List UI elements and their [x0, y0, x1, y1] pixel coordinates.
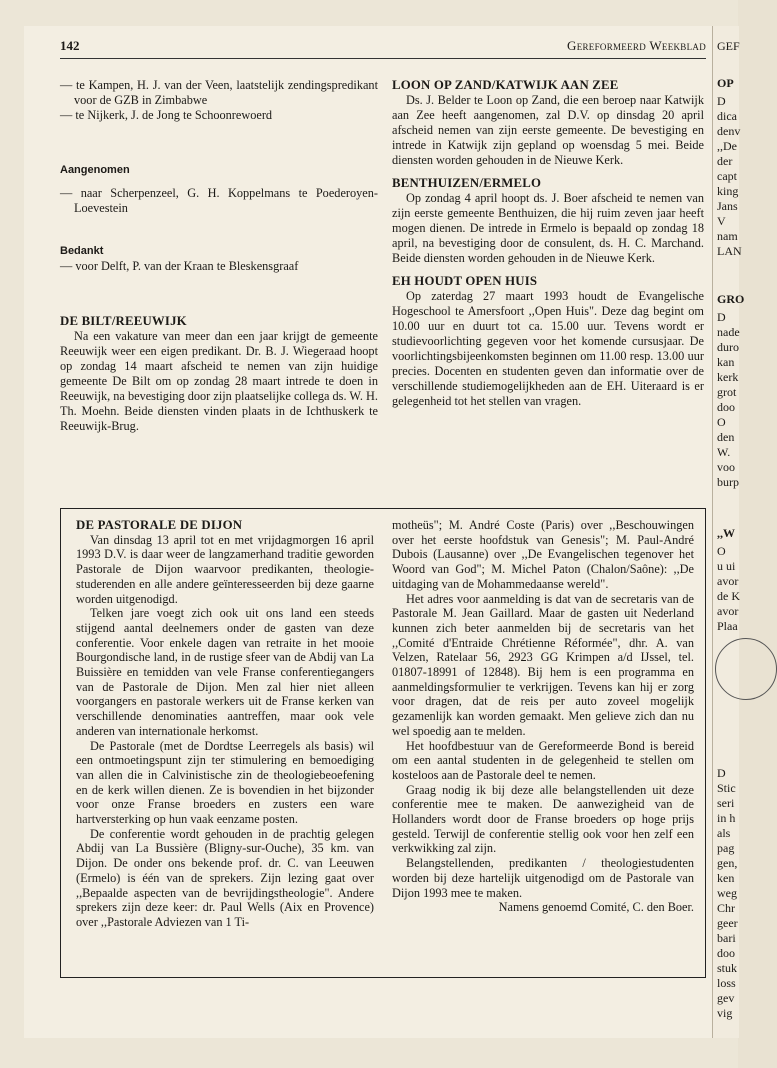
edge-text: in h: [717, 811, 736, 825]
edge-text: denv: [717, 124, 741, 138]
edge-text: bari: [717, 931, 736, 945]
edge-text: voo: [717, 460, 735, 474]
box-paragraph: Van dinsdag 13 april tot en met vrijdagmorgen 16 april 1993 D.V. is daar weer de langzamerhand traditie geworden Pastorale de Dijon waarvoor predikanten, theologie-studerenden en alle andere geïnteresseerden bij deze gaarne worden uitgenodigd.: [76, 532, 374, 606]
edge-text: doo: [717, 400, 735, 414]
edge-text: V: [717, 214, 726, 228]
edge-text: weg: [717, 886, 737, 900]
edge-text: avor: [717, 604, 739, 618]
box-paragraph: Het adres voor aanmelding is dat van de secretaris van de Pastorale M. Jean Gaillard. Maar de gasten uit Nederland kunnen zich beter aanmelden bij de secretaris van het ,,Comité d'Entraide Chrétienne Réformée", dhr. A. van Velzen, Ratelaar 56, 2923 GG Krimpen a/d IJssel, tel. 01807-18991 of 12848). Bij hem is een programma en aanmeldingsformulier te verkrijgen. Tevens kan hij er zorg voor dragen, dat de reis per auto zoveel mogelijk gezamenlijk kan worden gemaakt. Men gelieve zich dan nu wel spoedig aan te melden.: [392, 591, 694, 738]
edge-text: doo: [717, 946, 735, 960]
edge-text: Plaa: [717, 619, 738, 633]
box-paragraph: motheüs"; M. André Coste (Paris) over ,,Beschouwingen over het eerste hoofdstuk van Genesis"; M. Paul-André Dubois (Lausanne) over ,,De Evangelischen tegenover het Woord van God"; M. Michel Paton (Chalon/Saône): ,,De uitdaging van de Mohammedaanse wereld".: [392, 518, 694, 591]
edge-text: D: [717, 766, 726, 780]
edge-text: D: [717, 310, 726, 324]
edge-text: O: [717, 544, 726, 558]
edge-text: ,,De: [717, 139, 737, 153]
running-title: Gereformeerd Weekblad: [567, 38, 706, 53]
edge-text: nam: [717, 229, 738, 243]
section-heading-aangenomen: Aangenomen: [60, 164, 130, 176]
article-body-eh: Op zaterdag 27 maart 1993 houdt de Evangelische Hogeschool te Amersfoort ,,Open Huis". Deze dag begint om 10.00 uur en duurt tot ca. 15.00 uur. Tevens wordt er studievoorlichting gegeven voor het komende cursusjaar. De voorlichtingsbijeenkomsten beginnen om 11.00 resp. 13.00 uur precies. Docenten en studenten geven dan informatie over de verschillende studiemogelijkheden aan de EH. Uiteraard is er gelegenheid tot het stellen van vragen.: [392, 289, 704, 408]
edge-text: als: [717, 826, 731, 840]
page-number: 142: [60, 38, 80, 53]
edge-text: geer: [717, 916, 738, 930]
edge-text: loss: [717, 976, 736, 990]
box-paragraph: Graag nodig ik bij deze alle belangstellenden uit deze conferentie mee te maken. De aanwezigheid van de Hollanders wordt door de Franse broeders op hoge prijs gesteld. Terwijl de conferentie stellig ook voor hen zelf een verkwikking zal zijn.: [392, 782, 694, 856]
box-paragraph: Telken jare voegt zich ook uit ons land een steeds stijgend aantal deelnemers onder de gasten van deze conferentie. Voor enkele dagen van retraite in het mooie Bourgondische land, in de rustige sfeer van de Abdij van La Buissière en temidden van vele Franse conferentiegangers van de Pastorale de Dijon. Men zal hier niet alleen voorgangers en pastorale werkers uit de Franse kerken van verschillende denominaties aantreffen, maar ook vele anderen van internationale herkomst.: [76, 606, 374, 738]
bedankt-item: — voor Delft, P. van der Kraan te Bleskensgraaf: [60, 259, 299, 273]
edge-text: Jans: [717, 199, 738, 213]
article-heading-benthuizen: BENTHUIZEN/ERMELO: [392, 176, 542, 190]
edge-text: GRO: [717, 292, 745, 306]
intro-item: — te Nijkerk, J. de Jong te Schoonrewoerd: [60, 108, 273, 122]
edge-text: capt: [717, 169, 737, 183]
box-right-column: [392, 518, 694, 915]
edge-text: pag: [717, 841, 735, 855]
box-paragraph: Belangstellenden, predikanten / theologiestudenten worden bij deze hartelijk uitgenodigd om de Pastorale van Dijon 1993 mee te maken.: [392, 856, 694, 900]
edge-text: vig: [717, 1006, 733, 1020]
left-column: [60, 78, 378, 434]
edge-text: den: [717, 430, 735, 444]
article-heading-eh: EH HOUDT OPEN HUIS: [392, 274, 538, 288]
edge-text: gev: [717, 991, 735, 1005]
edge-text: duro: [717, 340, 739, 354]
article-body-benthuizen: Op zondag 4 april hoopt ds. J. Boer afscheid te nemen van zijn eerste gemeente Benthuizen, die hij ruim zeven jaar heeft mogen dienen. De intrede in Ermelo is bepaald op zondag 18 april, na bevestiging door de consulent, ds. H. C. Marchand. Beide diensten worden gehouden in de Nieuwe Kerk.: [392, 191, 704, 265]
edge-text: de K: [717, 589, 740, 603]
edge-text: king: [717, 184, 739, 198]
edge-text: Chr: [717, 901, 735, 915]
article-heading-debilt: DE BILT/REEUWIJK: [60, 314, 187, 328]
edge-text: der: [717, 154, 733, 168]
aangenomen-item: — naar Scherpenzeel, G. H. Koppelmans te Poederoyen-Loevestein: [60, 186, 378, 215]
edge-text: O: [717, 415, 726, 429]
header-rule: [60, 58, 706, 59]
edge-text: kan: [717, 355, 735, 369]
edge-text: dica: [717, 109, 737, 123]
edge-text: OP: [717, 76, 734, 90]
edge-text: grot: [717, 385, 737, 399]
box-signature: Namens genoemd Comité, C. den Boer.: [498, 900, 694, 915]
edge-text: ken: [717, 871, 735, 885]
edge-text: W.: [717, 445, 731, 459]
article-body-debilt: Na een vakature van meer dan een jaar krijgt de gemeente Reeuwijk weer een eigen predikant. Dr. B. J. Wiegeraad hoopt op zondag 14 maart afscheid te nemen van zijn huidige gemeente De Bilt om op zondag 28 maart intrede te doen in Reeuwijk, na bevestiging door zijn plaatselijke collega ds. W. H. Th. Moehn. Beide diensten vinden plaats in de Ichthuskerk te Reeuwijk-Brug.: [60, 329, 378, 433]
article-heading-loon: LOON OP ZAND/KATWIJK AAN ZEE: [392, 78, 619, 92]
box-paragraph: De conferentie wordt gehouden in de prachtig gelegen Abdij van La Bussière (Bligny-sur-Ouche), 35 km. van Dijon. De onder ons bekende prof. dr. C. van Leeuwen (Ermelo) is één van de sprekers. Zijn lezing gaat over ,,Bepaalde aspecten van de bevrijdingstheologie". Andere sprekers zijn deze keer: dr. Paul Wells (Aix en Provence) over ,,Pastorale Adviezen van 1 Ti-: [76, 826, 374, 929]
article-body-loon: Ds. J. Belder te Loon op Zand, die een beroep naar Katwijk aan Zee heeft aangenomen, zal D.V. op dinsdag 20 april afscheid nemen van zijn eerste gemeente. De bevestiging en intrede in Katwijk zijn gepland op woensdag 5 mei. Beide diensten worden gehouden in de Nieuwe Kerk.: [392, 93, 704, 167]
facing-page-edge: [712, 26, 745, 1038]
box-left-column: [76, 518, 374, 930]
edge-circle-graphic: [715, 638, 777, 700]
edge-text: LAN: [717, 244, 742, 258]
edge-text: nade: [717, 325, 740, 339]
edge-text: seri: [717, 796, 735, 810]
edge-text: stuk: [717, 961, 738, 975]
edge-text: ,,W: [717, 526, 735, 540]
box-paragraph: De Pastorale (met de Dordtse Leerregels als basis) wil een ontmoetingspunt zijn ter stimulering en bemoediging van allen die in Calvinistische zin de theologiebeoefening en de kerk willen dienen. Ze is bovendien in het bijzonder voor onze Franse broeders en zusters een ware hartversterking op hun vaak eenzame posten.: [76, 738, 374, 827]
edge-text: u ui: [717, 559, 736, 573]
edge-text: D: [717, 94, 726, 108]
section-heading-bedankt: Bedankt: [60, 245, 104, 257]
intro-item: — te Kampen, H. J. van der Veen, laatstelijk zendingspredikant voor de GZB in Zimbabwe: [60, 78, 378, 107]
right-column: [392, 78, 704, 409]
edge-text: burp: [717, 475, 739, 489]
edge-text: kerk: [717, 370, 739, 384]
edge-text: gen,: [717, 856, 738, 870]
box-paragraph: Het hoofdbestuur van de Gereformeerde Bond is bereid om een aantal studenten in de gelegenheid te stellen om kosteloos aan de Pastorale deel te nemen.: [392, 738, 694, 782]
box-heading: DE PASTORALE DE DIJON: [76, 518, 243, 532]
edge-text: Stic: [717, 781, 736, 795]
edge-text: avor: [717, 574, 739, 588]
edge-text: GEF: [717, 39, 740, 53]
